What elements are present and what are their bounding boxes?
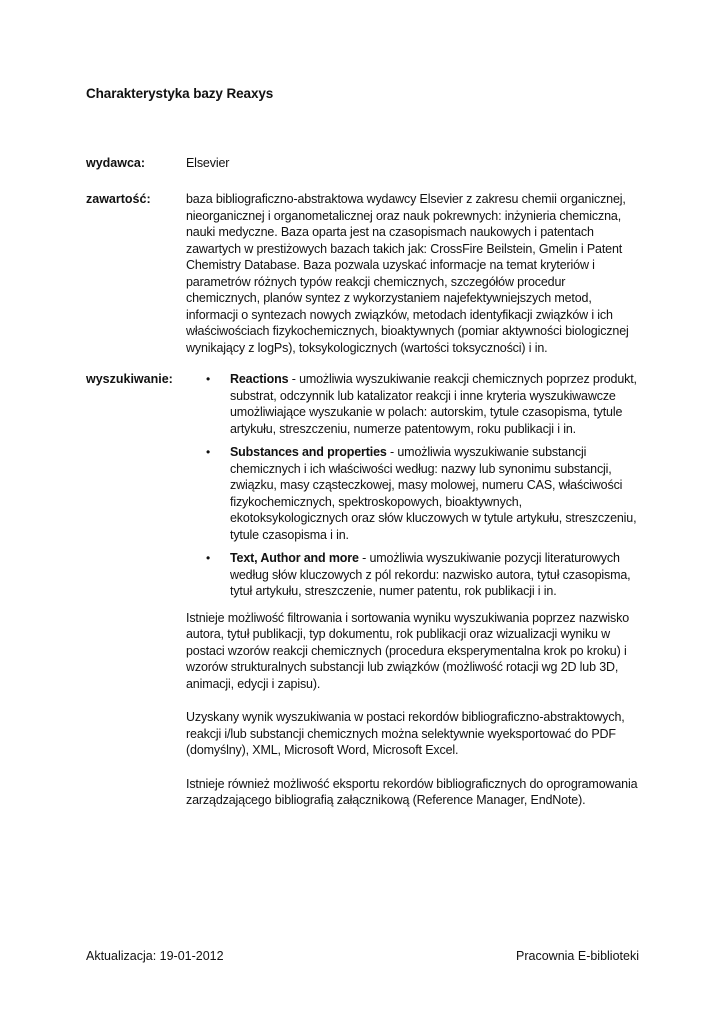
filtering-paragraph: Istnieje możliwość filtrowania i sortowania wyniku wyszukiwania poprzez nazwisko autora, tytuł publikacji, typ dokumentu, rok publikacji oraz wizualizacji wyniku w postaci wzorów reakcji chemicznych (procedura eksperymentalna krok po kroku) i wzorów strukturalnych substancji lub związków (możliwość rotacji wg 2D lub 3D, animacji, edycji i zapisu). xyxy=(186,610,630,691)
bullet-icon: • xyxy=(206,372,211,386)
bullet-icon: • xyxy=(206,445,211,459)
content-label: zawartość: xyxy=(86,192,151,206)
content-value: baza bibliograficzno-abstraktowa wydawcy Elsevier z zakresu chemii organicznej, nieorganicznej i organometalicznej oraz nauk pokrewnych: inżynieria chemiczna, nauki medyczne. Baza oparta jest na czasopismach naukowych i patentach zawartych w prestiżowych bazach takich jak: CrossFire Beilstein, Gmelin i Patent Chemistry Database. Baza pozwala uzyskać informacje na temat kryteriów i parametrów różnych typów reakcji chemicznych, szczegółów procedur chemicznych, planów syntez z wykorzystaniem najefektywniejszych metod, informacji o syntezach nowych związków, metodach identyfikacji związków i ich właściwościach fizykochemicznych, bioaktywnych (pomiar aktywności biologicznej wynikający z logPs), toksykologicznych (wartości toksyczności) i in. xyxy=(186,192,629,355)
publisher-value: Elsevier xyxy=(186,156,230,170)
search-paragraphs xyxy=(186,610,641,809)
list-item xyxy=(186,550,641,600)
page-title: Charakterystyka bazy Reaxys xyxy=(86,86,274,101)
footer-organization: Pracownia E-biblioteki xyxy=(516,949,639,963)
footer-update-date: Aktualizacja: 19-01-2012 xyxy=(86,949,224,963)
publisher-label: wydawca: xyxy=(86,156,146,170)
search-options-list xyxy=(186,371,641,600)
search-option-desc: - umożliwia wyszukiwanie substancji chemicznych i ich właściwości według: nazwy lub synonimu substancji, związku, masy cząsteczkowej, masy molowej, numeru CAS, właściwości fizykochemicznych, spektroskopowych, bioaktywnych, ekotoksykologicznych oraz słów kluczowych w tytule artykułu, streszczeniu, tytule czasopisma i in. xyxy=(230,445,637,542)
search-label: wyszukiwanie: xyxy=(86,372,173,386)
list-item xyxy=(186,371,641,437)
bullet-icon: • xyxy=(206,551,211,565)
export-paragraph: Uzyskany wynik wyszukiwania w postaci rekordów bibliograficzno-abstraktowych, reakcji i/lub substancji chemicznych można selektywnie wyeksportować do PDF (domyślny), XML, Microsoft Word, Microsoft Excel. xyxy=(186,710,625,757)
list-item xyxy=(186,444,641,543)
search-option-term: Text, Author and more xyxy=(230,551,359,565)
search-option-desc: - umożliwia wyszukiwanie pozycji literaturowych według słów kluczowych z pól rekordu: nazwisko autora, tytuł czasopisma, tytuł artykułu, streszczenie, numer patentu, rok publikacji i in. xyxy=(230,551,631,598)
search-option-desc: - umożliwia wyszukiwanie reakcji chemicznych poprzez produkt, substrat, odczynnik lub katalizator reakcji i inne kryteria wyszukiwawcze umożliwiające wyszukanie w polach: autorskim, tytule czasopisma, tytule artykułu, streszczeniu, numerze patentowym, roku publikacji i in. xyxy=(230,372,637,436)
search-option-term: Reactions xyxy=(230,372,289,386)
search-option-term: Substances and properties xyxy=(230,445,387,459)
search-section xyxy=(186,371,641,826)
bibliography-export-paragraph: Istnieje również możliwość eksportu rekordów bibliograficznych do oprogramowania zarządzającego bibliografią załącznikową (Reference Manager, EndNote). xyxy=(186,776,638,807)
